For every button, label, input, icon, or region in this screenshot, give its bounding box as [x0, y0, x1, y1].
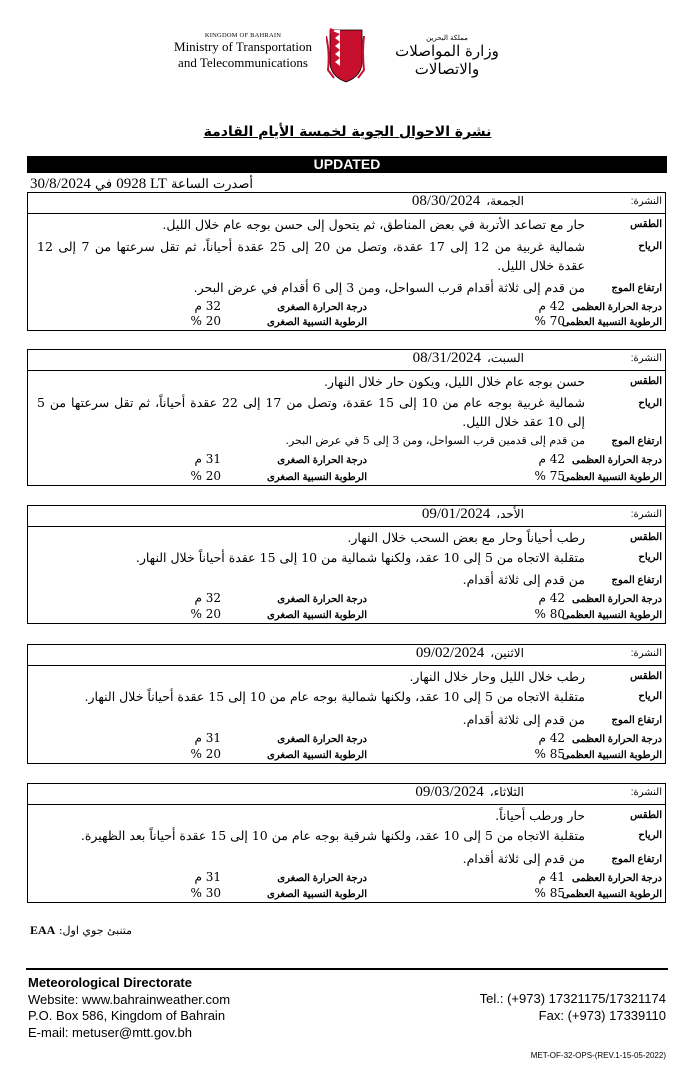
- bahrain-emblem-icon: [326, 26, 366, 84]
- day-name: السبت،: [487, 351, 524, 365]
- max-humidity-label: الرطوبة النسبية العظمى: [561, 750, 662, 761]
- footer-email[interactable]: E-mail: metuser@mtt.gov.bh: [28, 1024, 192, 1040]
- weather-text: حار ورطب أحياناً.: [495, 808, 585, 823]
- letterhead: [0, 22, 695, 92]
- forecast-date: [422, 506, 524, 523]
- day-name: الجمعة،: [486, 194, 524, 208]
- bulletin-label: النشرة:: [630, 509, 662, 520]
- forecast-day-1: [27, 192, 666, 331]
- wave-text: من قدم إلى ثلاثة أقدام.: [462, 851, 585, 866]
- date-value: 08/30/2024: [411, 193, 481, 209]
- forecast-day-2: [27, 349, 666, 486]
- weather-label: الطقس: [630, 376, 662, 387]
- min-temp-value: 32 م: [194, 591, 221, 605]
- day-name: الثلاثاء،: [489, 785, 524, 799]
- bulletin-label: النشرة:: [630, 353, 662, 364]
- footer-fax: Fax: (+973) 17339110: [538, 1007, 666, 1023]
- forecast-day-5: [27, 783, 666, 903]
- wave-label: ارتفاع الموج: [611, 854, 662, 865]
- day-name: الاثنين،: [490, 646, 524, 660]
- bulletin-label: النشرة:: [630, 196, 662, 207]
- weather-label: الطقس: [630, 532, 662, 543]
- date-value: 09/03/2024: [415, 784, 484, 800]
- updated-banner: UPDATED: [27, 156, 667, 173]
- min-humidity-label: الرطوبة النسبية الصغرى: [267, 889, 367, 900]
- forecaster-signature: [30, 923, 132, 938]
- forecaster-label: متنبئ جوي اول:: [58, 924, 133, 937]
- min-temp-label: درجة الحرارة الصغرى: [277, 302, 367, 313]
- winds-text: شمالية غربية بوجه عام من 10 إلى 15 عقدة، وتصل من 17 إلى 22 عقدة أحياناً، ثم تقل سرعتها من 5 إلى 10 عقد خلال الليل.: [37, 395, 585, 429]
- ministry-line-1: Ministry of Transportation: [174, 39, 312, 54]
- kingdom-en: KINGDOM OF BAHRAIN: [204, 32, 282, 39]
- winds-label: الرياح: [638, 830, 662, 841]
- bulletin-label: النشرة:: [630, 648, 662, 659]
- min-temp-value: 31 م: [194, 452, 221, 466]
- date-value: 09/01/2024: [421, 506, 491, 522]
- wave-text: من قدم إلى قدمين قرب السواحل، ومن 3 إلى 5 في عرض البحر.: [285, 434, 585, 447]
- max-temp-value: 42 م: [538, 591, 565, 605]
- date-value: 08/31/2024: [412, 350, 482, 366]
- min-temp-label: درجة الحرارة الصغرى: [277, 594, 367, 605]
- min-temp-label: درجة الحرارة الصغرى: [277, 873, 367, 884]
- max-temp-label: درجة الحرارة العظمى: [572, 734, 662, 745]
- winds-label: الرياح: [638, 241, 662, 252]
- footer-divider: [26, 968, 668, 970]
- forecast-date: [416, 645, 524, 662]
- winds-label: الرياح: [638, 552, 662, 563]
- min-temp-label: درجة الحرارة الصغرى: [277, 455, 367, 466]
- ministry-line-2: and Telecommunications: [178, 55, 308, 70]
- forecaster-code: EAA: [30, 923, 56, 937]
- weather-label: الطقس: [630, 219, 662, 230]
- min-temp-value: 31 م: [194, 870, 221, 884]
- winds-text: متقلبة الاتجاه من 5 إلى 10 عقد، ولكنها شرقية بوجه عام من 10 إلى 15 عقدة أحياناً بعد الظهيرة.: [80, 828, 585, 843]
- min-temp-label: درجة الحرارة الصغرى: [277, 734, 367, 745]
- ministry-name-ar: [372, 34, 522, 78]
- max-temp-value: 42 م: [538, 731, 565, 745]
- winds-text: متقلبة الاتجاه من 5 إلى 10 عقد، ولكنها شمالية من 10 إلى 15 عقدة أحياناً خلال النهار.: [135, 550, 585, 565]
- weather-text: حسن بوجه عام خلال الليل، ويكون حار خلال النهار.: [323, 374, 585, 389]
- issued-time-value: 0928 LT: [116, 176, 167, 192]
- max-humidity-value: 70 %: [534, 314, 565, 328]
- winds-label: الرياح: [638, 398, 662, 409]
- ministry-ar: وزارة المواصلات والاتصالات: [395, 42, 499, 78]
- forecast-date: [412, 193, 524, 210]
- max-humidity-value: 75 %: [534, 469, 565, 483]
- max-temp-label: درجة الحرارة العظمى: [572, 455, 662, 466]
- min-humidity-label: الرطوبة النسبية الصغرى: [267, 472, 367, 483]
- min-humidity-label: الرطوبة النسبية الصغرى: [267, 610, 367, 621]
- max-temp-value: 42 م: [538, 299, 565, 313]
- winds-text: شمالية غربية من 12 إلى 17 عقدة، وتصل من 20 إلى 25 عقدة أحياناً، ثم تقل سرعتها من 7 إلى 12 عقدة خلال الليل.: [37, 239, 585, 273]
- max-humidity-label: الرطوبة النسبية العظمى: [561, 610, 662, 621]
- max-humidity-value: 80 %: [534, 607, 565, 621]
- max-humidity-value: 85 %: [534, 747, 565, 761]
- weather-text: رطب أحياناً وحار مع بعض السحب خلال النهار.: [347, 530, 585, 545]
- min-humidity-value: 30 %: [190, 886, 221, 900]
- max-temp-label: درجة الحرارة العظمى: [572, 302, 662, 313]
- max-humidity-value: 85 %: [534, 886, 565, 900]
- issued-prefix: أصدرت الساعة: [171, 177, 254, 192]
- max-humidity-label: الرطوبة النسبية العظمى: [561, 317, 662, 328]
- max-temp-value: 41 م: [538, 870, 565, 884]
- winds-label: الرياح: [638, 691, 662, 702]
- form-number: MET-OF-32-OPS-(REV.1-15-05-2022): [530, 1051, 666, 1060]
- wave-label: ارتفاع الموج: [611, 715, 662, 726]
- wave-label: ارتفاع الموج: [611, 575, 662, 586]
- max-temp-label: درجة الحرارة العظمى: [572, 594, 662, 605]
- footer-po-box: P.O. Box 586, Kingdom of Bahrain: [28, 1008, 226, 1023]
- min-humidity-value: 20 %: [190, 314, 221, 328]
- min-humidity-value: 20 %: [190, 469, 221, 483]
- ministry-name-en: [168, 32, 318, 71]
- max-humidity-label: الرطوبة النسبية العظمى: [561, 472, 662, 483]
- weather-text: رطب خلال الليل وحار خلال النهار.: [409, 669, 585, 684]
- day-name: الأحد،: [496, 507, 524, 521]
- max-temp-label: درجة الحرارة العظمى: [572, 873, 662, 884]
- wave-text: من قدم إلى ثلاثة أقدام.: [462, 572, 585, 587]
- wave-text: من قدم إلى ثلاثة أقدام قرب السواحل، ومن 3 إلى 6 أقدام في عرض البحر.: [193, 280, 585, 295]
- forecast-date: [415, 784, 524, 801]
- date-value: 09/02/2024: [415, 645, 485, 661]
- min-humidity-label: الرطوبة النسبية الصغرى: [267, 750, 367, 761]
- footer-phone: [480, 991, 666, 1024]
- min-humidity-value: 20 %: [190, 607, 221, 621]
- weather-label: الطقس: [630, 810, 662, 821]
- title-text: نشرة الاحوال الجوية لخمسة الأيام القادمة: [203, 124, 492, 140]
- wave-label: ارتفاع الموج: [611, 436, 662, 447]
- page-title: [0, 124, 695, 140]
- max-humidity-label: الرطوبة النسبية العظمى: [561, 889, 662, 900]
- forecast-date: [413, 350, 524, 367]
- min-temp-value: 32 م: [194, 299, 221, 313]
- max-temp-value: 42 م: [538, 452, 565, 466]
- footer-tel: Tel.: (+973) 17321175/17321174: [479, 991, 666, 1006]
- wave-label: ارتفاع الموج: [611, 283, 662, 294]
- bulletin-label: النشرة:: [630, 787, 662, 798]
- footer-contact: [28, 975, 230, 1041]
- wave-text: من قدم إلى ثلاثة أقدام.: [462, 712, 585, 727]
- weather-text: حار مع تصاعد الأتربة في بعض المناطق، ثم يتحول إلى حسن بوجه عام خلال الليل.: [162, 217, 585, 232]
- issued-in: في: [94, 177, 113, 192]
- kingdom-ar: مملكة البحرين: [426, 34, 468, 42]
- min-humidity-label: الرطوبة النسبية الصغرى: [267, 317, 367, 328]
- min-temp-value: 31 م: [194, 731, 221, 745]
- forecast-day-4: [27, 644, 666, 764]
- winds-text: متقلبة الاتجاه من 5 إلى 10 عقد، ولكنها شمالية بوجه عام من 10 إلى 15 عقدة أحياناً خلال النهار.: [84, 689, 585, 704]
- issued-date: 30/8/2024: [30, 176, 91, 192]
- footer-website[interactable]: Website: www.bahrainweather.com: [28, 991, 231, 1007]
- forecast-day-3: [27, 505, 666, 624]
- weather-label: الطقس: [630, 671, 662, 682]
- issued-time: [30, 176, 253, 193]
- footer-title: Meteorological Directorate: [28, 975, 192, 990]
- min-humidity-value: 20 %: [190, 747, 221, 761]
